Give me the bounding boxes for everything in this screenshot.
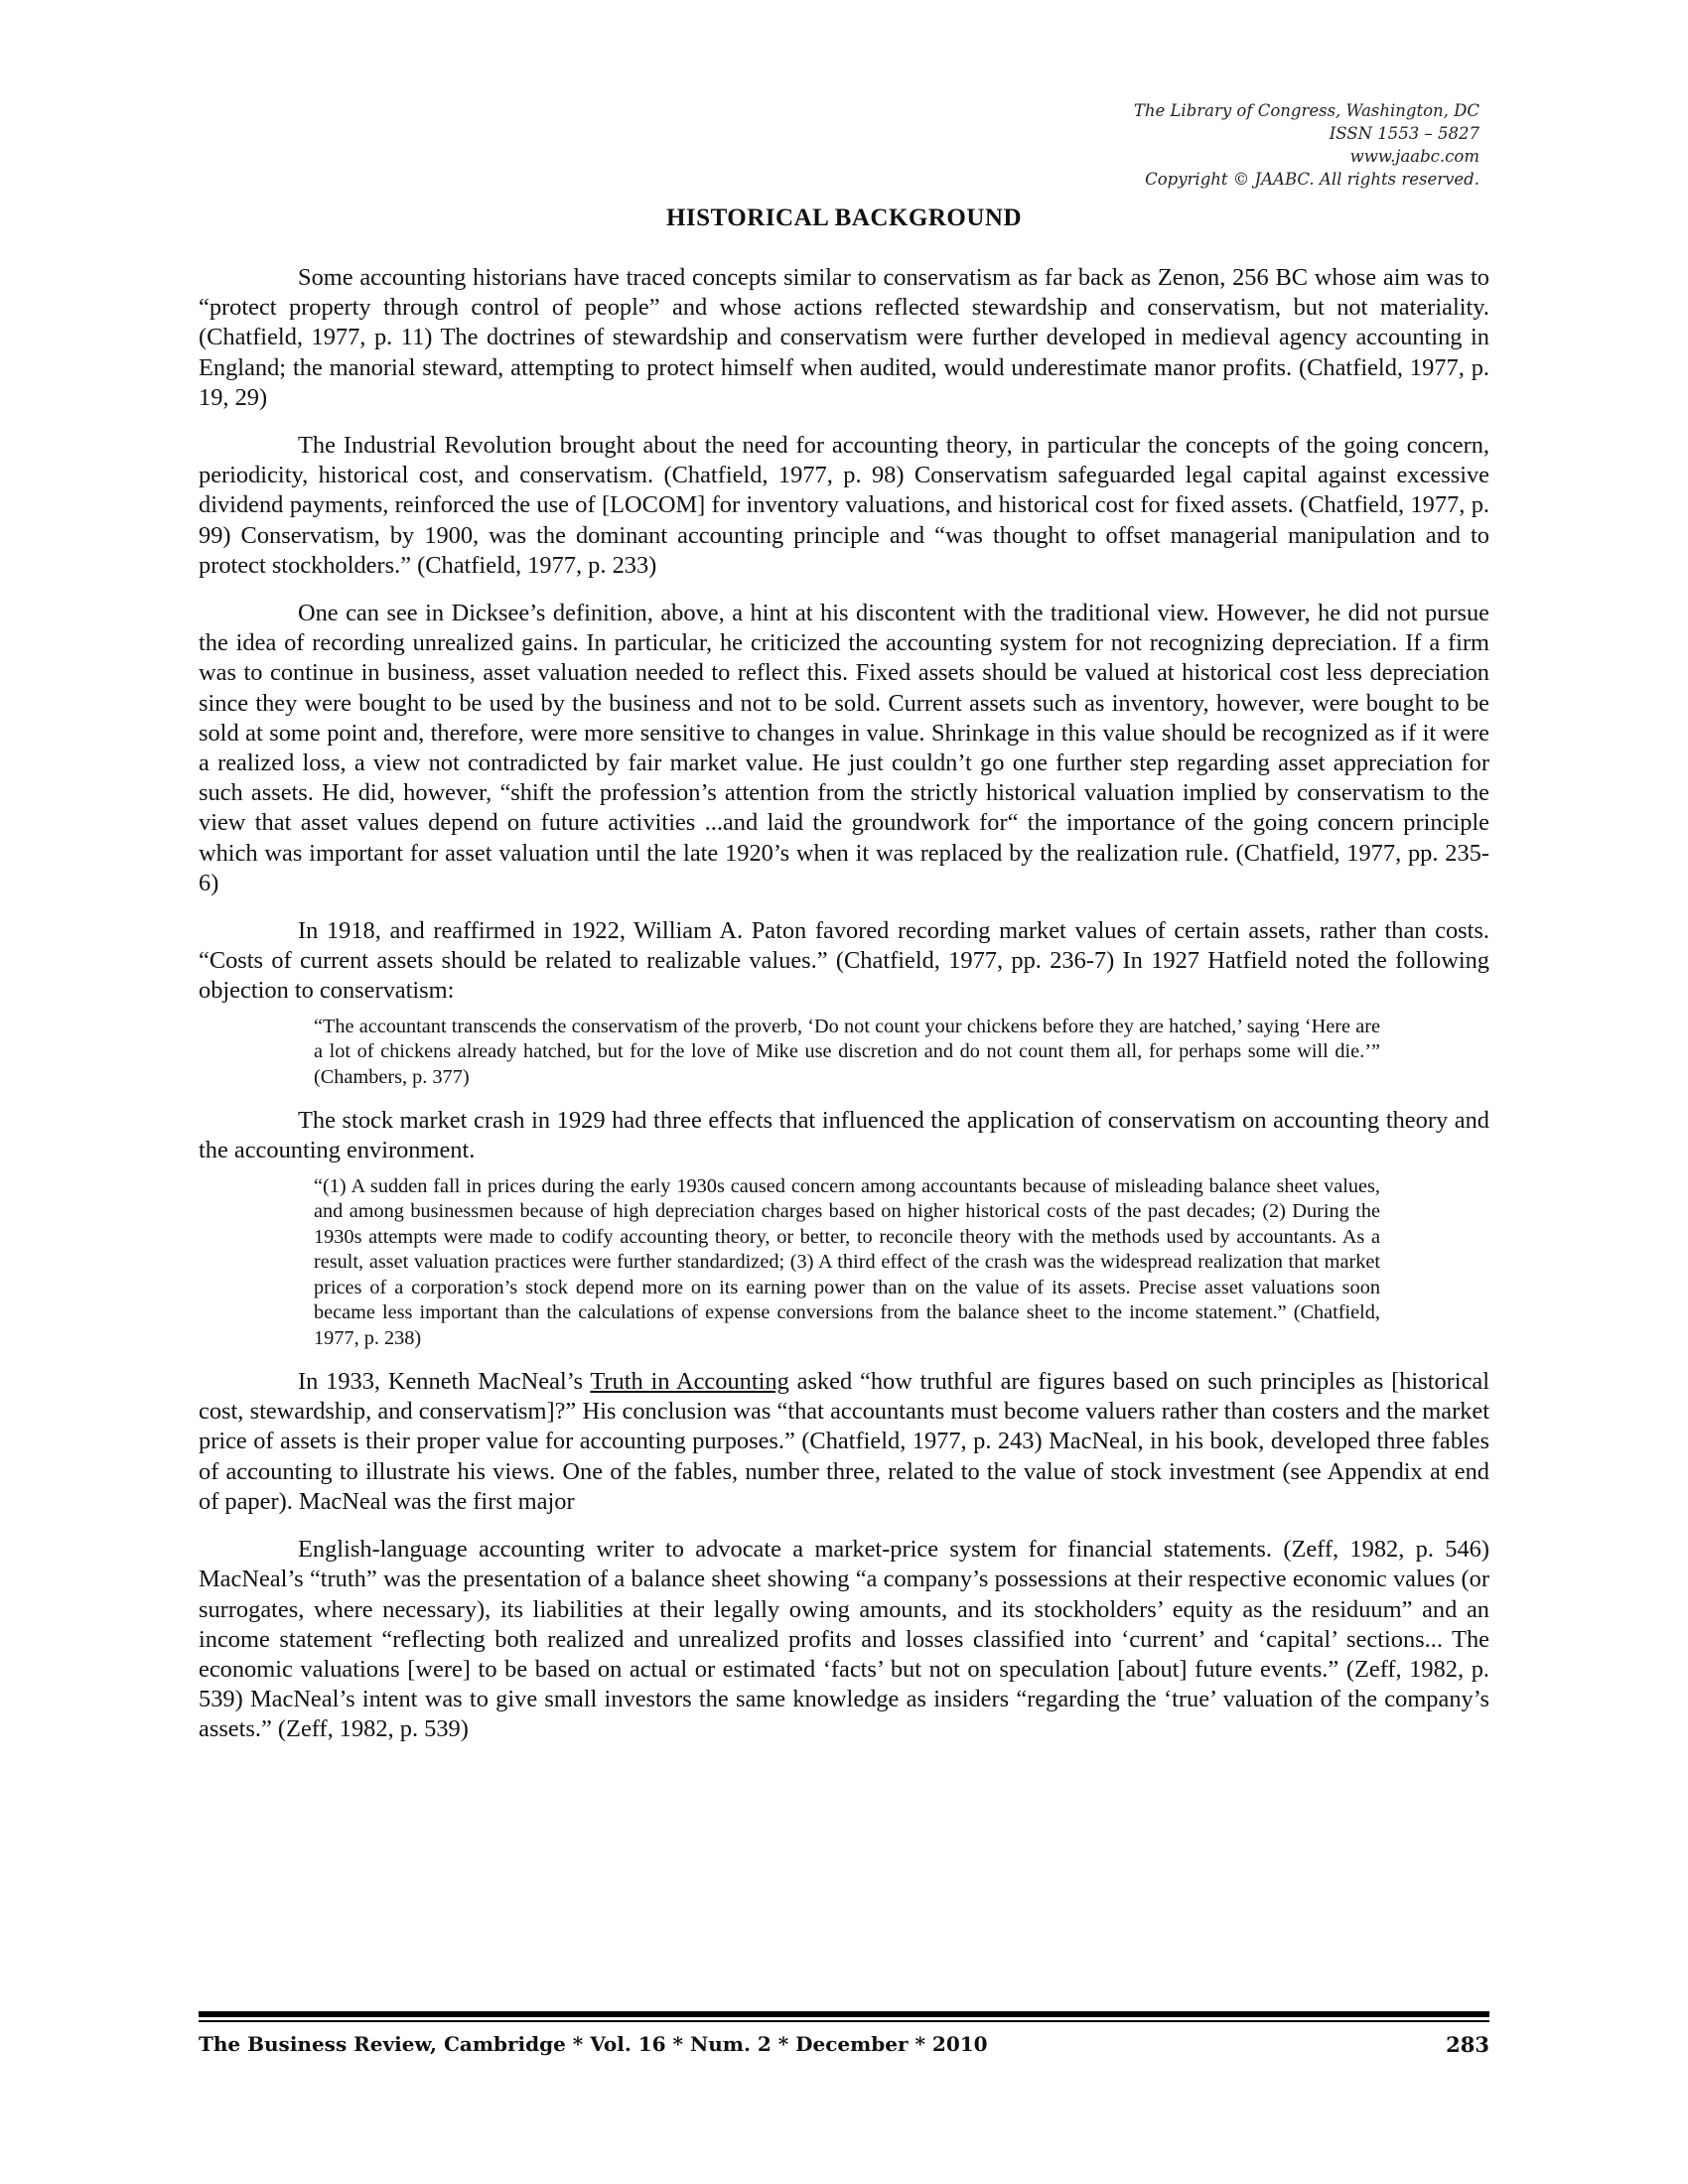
header-library: The Library of Congress, Washington, DC [1133,101,1479,120]
paragraph-5: The stock market crash in 1929 had three effects that influenced the application of conservatism on accounting theory and the accounting environment. [199,1107,1489,1164]
header-issn: ISSN 1553 – 5827 [1329,124,1479,143]
paragraph-2: The Industrial Revolution brought about the need for accounting theory, in particular the concepts of the going concern, periodicity, historical cost, and conservatism. (Chatfield, 1977, p. 98) Conservatism safeguarded legal capital against excessive dividend payments, reinforced the use of [LOCOM] for inventory valuations, and historical cost for fixed assets. (Chatfield, 1977, p. 99) Conservatism, by 1900, was the dominant accounting principle and “was thought to offset managerial manipulation and to protect stockholders.” (Chatfield, 1977, p. 233) [199,432,1489,579]
footer-rule-thin [199,2020,1489,2022]
book-title-truth-in-accounting: Truth in Accounting [590,1368,789,1396]
article-body [199,263,1489,1763]
paragraph-1: Some accounting historians have traced concepts similar to conservatism as far back as Zenon, 256 BC whose aim was to “protect property through control of people” and whose actions reflected stewardship and conservatism, but not materiality. (Chatfield, 1977, p. 11) The doctrines of stewardship and conservatism were further developed in medieval agency accounting in England; the manorial steward, attempting to protect himself when audited, would underestimate manor profits. (Chatfield, 1977, p. 19, 29) [199,264,1489,411]
header-website: www.jaabc.com [1349,147,1479,166]
block-quote-hatfield: “The accountant transcends the conservatism of the proverb, ‘Do not count your chickens before they are hatched,’ saying ‘Here are a lot of chickens already hatched, but for the love of Mike use discretion and do not count them all, for perhaps some will die.’” (Chambers, p. 377) [314,1015,1380,1088]
paragraph-6-end: asked “how truthful are figures based on such principles as [historical cost, stewardship, and conservatism]?” His conclusion was “that accountants must become valuers rather than costers and the market price of assets is their proper value for accounting purposes.” (Chatfield, 1977, p. 243) MacNeal, in his book, developed three fables of accounting to illustrate his views. One of the fables, number three, related to the value of stock investment (see Appendix at end of paper). MacNeal was the first major [199,1368,1489,1515]
paragraph-7: English-language accounting writer to advocate a market-price system for financial statements. (Zeff, 1982, p. 546) MacNeal’s “truth” was the presentation of a balance sheet showing “a company’s possessions at their respective economic values (or surrogates, where necessary), its liabilities at their legally owing amounts, and its stockholders’ equity as the residuum” and an income statement “reflecting both realized and unrealized profits and losses classified into ‘current’ and ‘capital’ sections... The economic valuations [were] to be based on actual or estimated ‘facts’ but not on speculation [about] future events.” (Zeff, 1982, p. 539) MacNeal’s intent was to give small investors the same knowledge as insiders “regarding the ‘true’ valuation of the company’s assets.” (Zeff, 1982, p. 539) [199,1536,1489,1743]
page-number: 283 [1446,2032,1489,2057]
block-quote-chatfield: “(1) A sudden fall in prices during the early 1930s caused concern among accountants because of misleading balance sheet values, and among businessmen because of high depreciation charges based on higher historical costs of the past decades; (2) During the 1930s attempts were made to codify accounting theory, or better, to reconcile theory with the methods used by accountants. As a result, asset valuation practices were further standardized; (3) A third effect of the crash was the widespread realization that market prices of a corporation’s stock depend more on its earning power than on the value of its assets. Precise asset valuations soon became less important than the calculations of expense conversions from the balance sheet to the income statement.” (Chatfield, 1977, p. 238) [314,1174,1380,1349]
journal-header [1134,99,1479,191]
section-title: HISTORICAL BACKGROUND [665,205,1023,231]
paragraph-6 [199,1367,1489,1517]
paragraph-4: In 1918, and reaffirmed in 1922, William A. Paton favored recording market values of certain assets, rather than costs. “Costs of current assets should be related to realizable values.” (Chatfield, 1977, pp. 236-7) In 1927 Hatfield noted the following objection to conservatism: [199,917,1489,1005]
footer-journal: The Business Review, Cambridge * Vol. 16 * Num. 2 * December * 2010 [199,2032,988,2056]
paragraph-6-start: In 1933, Kenneth MacNeal’s [298,1368,591,1396]
footer-rule [199,2011,1489,2017]
header-copyright: Copyright © JAABC. All rights reserved. [1145,170,1479,189]
paragraph-3: One can see in Dicksee’s definition, above, a hint at his discontent with the traditional view. However, he did not pursue the idea of recording unrealized gains. In particular, he criticized the accounting system for not recognizing depreciation. If a firm was to continue in business, asset valuation needed to reflect this. Fixed assets should be valued at historical cost less depreciation since they were bought to be used by the business and not to be sold. Current assets such as inventory, however, were bought to be sold at some point and, therefore, were more sensitive to changes in value. Shrinkage in this value should be recognized as if it were a realized loss, a view not contradicted by fair market value. He just couldn’t go one further step regarding asset appreciation for such assets. He did, however, “shift the profession’s attention from the strictly historical valuation implied by conservatism to the view that asset values depend on future activities ...and laid the groundwork for“ the importance of the going concern principle which was important for asset valuation until the late 1920’s when it was replaced by the realization rule. (Chatfield, 1977, pp. 235-6) [199,600,1489,896]
